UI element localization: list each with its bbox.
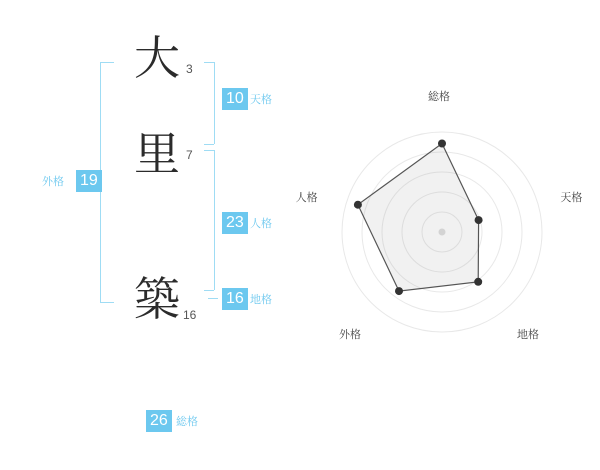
radar-axis-label-0: 総格 [428,91,450,103]
chikaku-label: 地格 [250,294,272,306]
kanji-stroke-count-3: 16 [183,308,197,322]
tenkaku-value-badge: 10 [222,88,248,110]
tenkaku-bracket-bottom [204,144,214,145]
jinkaku-bracket-vertical [214,150,215,290]
kanji-character-2: 里 [134,129,180,180]
gaikaku-label: 外格 [42,176,64,188]
radar-axis-label-2: 地格 [517,329,539,342]
kanji-character-3: 築 [134,274,180,325]
tenkaku-bracket-vertical [214,62,215,144]
jinkaku-bracket-bottom [204,290,214,291]
jinkaku-value-badge: 23 [222,212,248,234]
radar-axis-label-3: 外格 [338,329,361,342]
tenkaku-bracket-top [204,62,214,63]
gaikaku-bracket-top [100,62,114,63]
radar-axis-label-1: 天格 [560,191,583,204]
tenkaku-label: 天格 [250,94,272,106]
chikaku-bracket-tick [208,298,218,299]
kanji-stroke-count-1: 3 [186,62,193,76]
soukaku-value-badge: 26 [146,410,172,432]
radar-chart [295,91,590,370]
gaikaku-value-badge: 19 [76,170,102,192]
kanji-stroke-count-2: 7 [186,148,193,162]
jinkaku-bracket-top [204,150,214,151]
kanji-character-1: 大 [134,33,180,84]
gaikaku-bracket-bottom [100,302,114,303]
jinkaku-label: 人格 [250,218,272,230]
radar-axis-label-4: 人格 [295,191,318,204]
chikaku-value-badge: 16 [222,288,248,310]
soukaku-label: 総格 [176,416,198,428]
